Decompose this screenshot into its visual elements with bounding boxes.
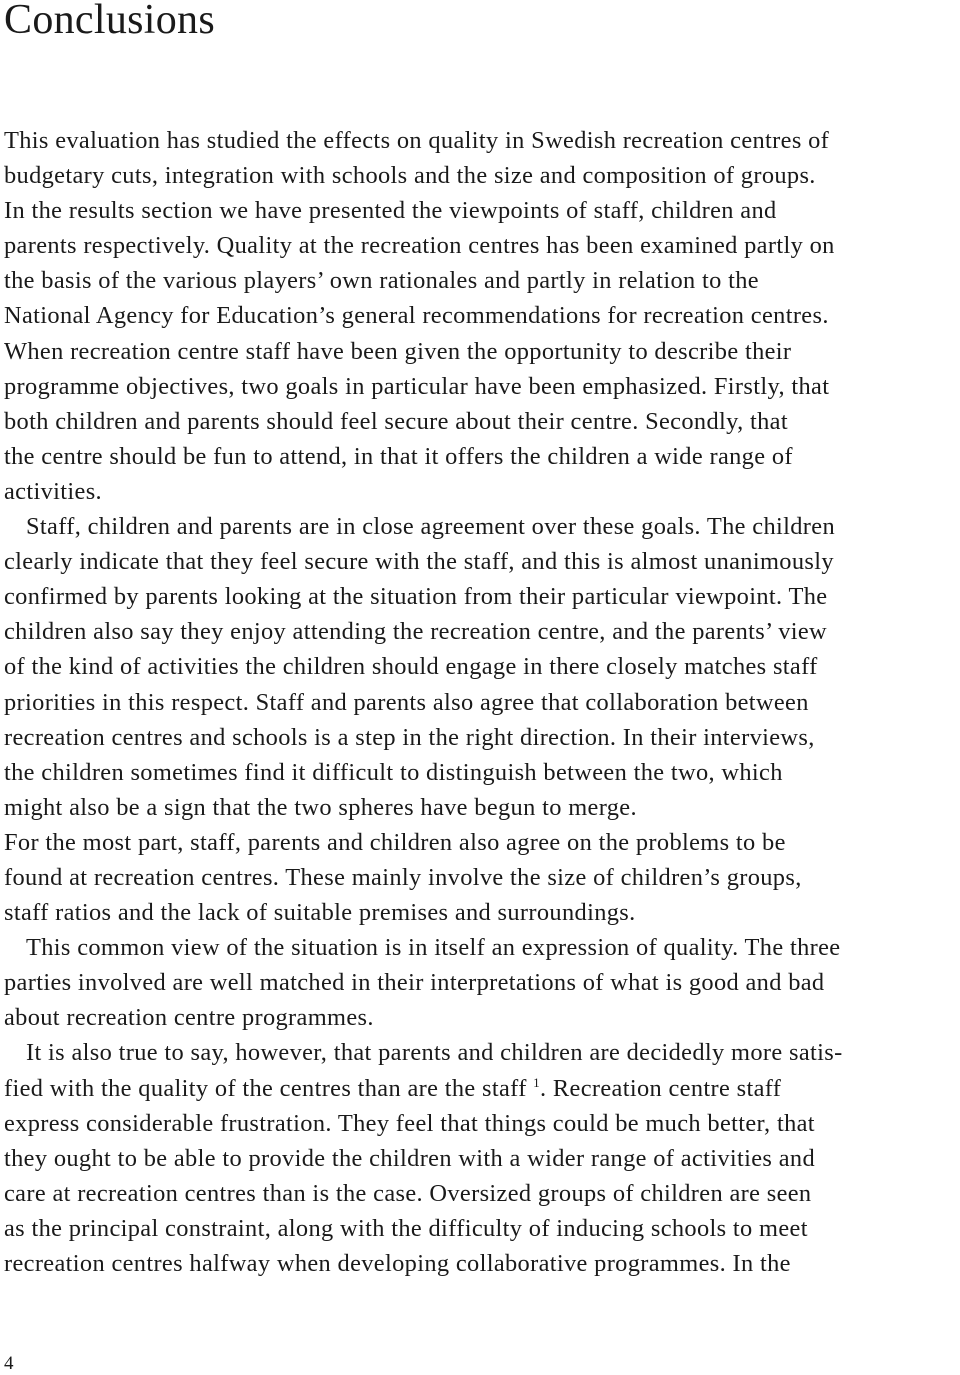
- text-line: children also say they enjoy attending the recreation centre, and the parents’ view: [4, 618, 828, 646]
- text-line: of the kind of activities the children should engage in there closely matches staff: [4, 653, 818, 681]
- text-line: recreation centres halfway when developing collaborative programmes. In the: [4, 1250, 791, 1277]
- text-line: National Agency for Education’s general recommendations for recreation centres.: [4, 302, 829, 330]
- body-text: [4, 123, 960, 1281]
- text-line: Staff, children and parents are in close agreement over these goals. The children: [26, 513, 836, 541]
- text-line: parties involved are well matched in their interpretations of what is good and bad: [4, 969, 825, 997]
- text-line: the children sometimes find it difficult to distinguish between the two, which: [4, 758, 783, 786]
- text-line: This common view of the situation is in itself an expression of quality. The three: [26, 934, 841, 962]
- text-line: the basis of the various players’ own rationales and partly in relation to the: [4, 267, 759, 295]
- text-line: parents respectively. Quality at the recreation centres has been examined partly on: [4, 232, 835, 260]
- text-line: care at recreation centres than is the case. Oversized groups of children are seen: [4, 1179, 812, 1207]
- text-line: programme objectives, two goals in particular have been emphasized. Firstly, that: [4, 372, 830, 400]
- text-line: staff ratios and the lack of suitable premises and surroundings.: [4, 899, 636, 927]
- text-line: It is also true to say, however, that parents and children are decidedly more satis-: [26, 1039, 843, 1067]
- text-line: the centre should be fun to attend, in that it offers the children a wide range of: [4, 442, 793, 470]
- text-line: budgetary cuts, integration with schools and the size and composition of groups.: [4, 162, 816, 190]
- text-line: as the principal constraint, along with the difficulty of inducing schools to meet: [4, 1214, 808, 1242]
- footnote-marker: 1: [533, 1074, 540, 1090]
- text-line: activities.: [4, 477, 102, 505]
- text-line-head: fied with the quality of the centres than are the staff: [4, 1074, 527, 1102]
- text-line: recreation centres and schools is a step in the right direction. In their interviews,: [4, 723, 815, 751]
- text-line: For the most part, staff, parents and children also agree on the problems to be: [4, 828, 786, 856]
- text-line: When recreation centre staff have been given the opportunity to describe their: [4, 337, 792, 365]
- text-line: might also be a sign that the two spheres have begun to merge.: [4, 793, 637, 821]
- text-line: confirmed by parents looking at the situation from their particular viewpoint. The: [4, 583, 828, 611]
- text-line: they ought to be able to provide the children with a wider range of activities and: [4, 1144, 815, 1172]
- text-line-tail: . Recreation centre staff: [540, 1074, 782, 1102]
- text-line: both children and parents should feel secure about their centre. Secondly, that: [4, 407, 788, 435]
- text-line: This evaluation has studied the effects on quality in Swedish recreation centres of: [4, 127, 830, 154]
- text-line: In the results section we have presented the viewpoints of staff, children and: [4, 197, 777, 225]
- text-line: clearly indicate that they feel secure with the staff, and this is almost unanimously: [4, 548, 834, 576]
- page-number: 4: [4, 1353, 14, 1374]
- text-line: express considerable frustration. They feel that things could be much better, that: [4, 1109, 815, 1137]
- text-line: priorities in this respect. Staff and parents also agree that collaboration between: [4, 688, 809, 716]
- text-line-with-footnote: [4, 1071, 960, 1106]
- text-line: about recreation centre programmes.: [4, 1004, 374, 1032]
- text-line: found at recreation centres. These mainly involve the size of children’s groups,: [4, 863, 802, 891]
- page-title: Conclusions: [4, 0, 215, 43]
